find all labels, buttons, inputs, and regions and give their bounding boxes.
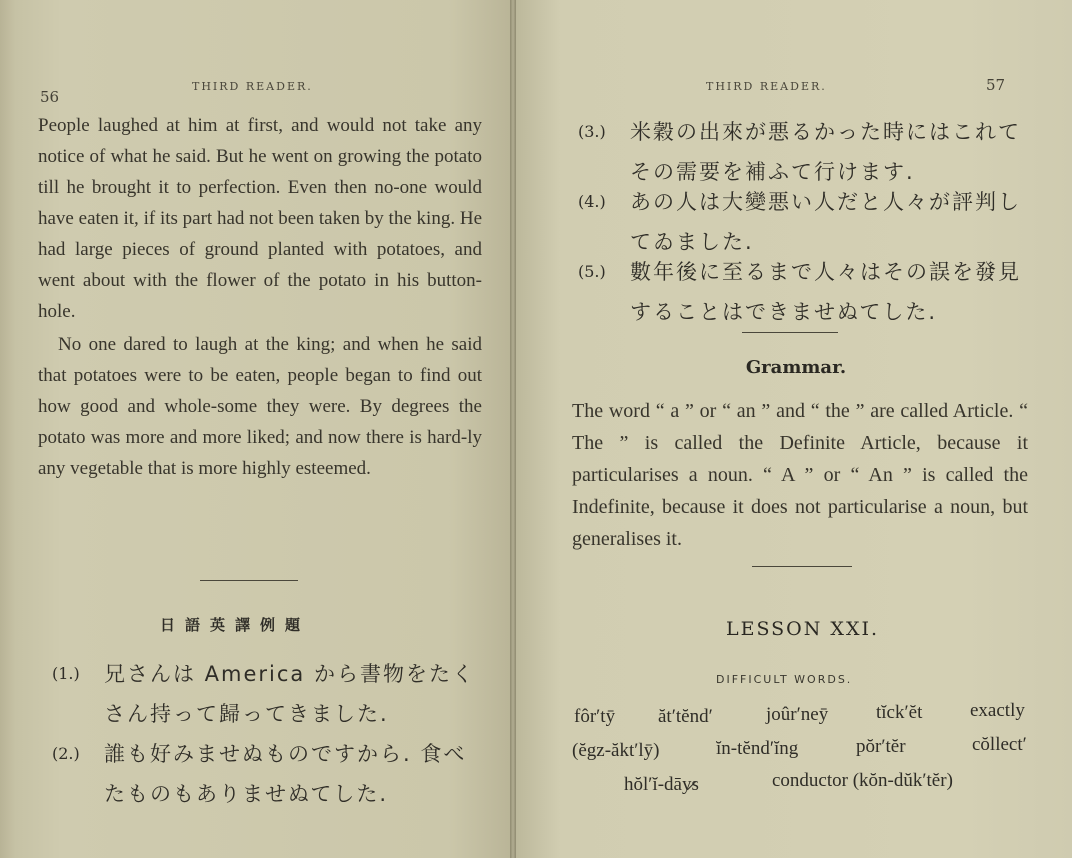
exercise-text: 米穀の出來が悪るかった時にはこれてその需要を補ふて行けます.	[630, 120, 1021, 184]
exercise-number: (2.)	[52, 744, 80, 763]
difficult-word: (ĕgz-ăkt′lȳ)	[572, 740, 660, 761]
right-page	[516, 0, 1072, 858]
difficult-word: exactly	[970, 700, 1025, 721]
grammar-title: Grammar.	[745, 357, 847, 378]
difficult-word: joûr′neȳ	[766, 704, 829, 725]
exercise-number: (4.)	[578, 192, 606, 211]
exercise-number: (5.)	[578, 262, 606, 281]
difficult-words-title: DIFFICULT WORDS.	[716, 673, 853, 686]
difficult-words-list	[516, 0, 1072, 858]
page-number-right: 57	[986, 76, 1006, 94]
exercise-number: (3.)	[578, 122, 606, 141]
section-rule-left	[200, 580, 298, 581]
difficult-word: hŏl′ĭ-dāy̷s	[624, 774, 699, 795]
exercise-text: 誰も好みませぬものですから. 食べたものもありませぬてした.	[104, 742, 467, 806]
exercise-text: 數年後に至るまで人々はその誤を發見することはできませぬてした.	[630, 260, 1021, 324]
difficult-word: ăt′tĕnd′	[658, 706, 713, 727]
exercise-item-1	[52, 654, 482, 734]
paragraph-2: No one dared to laugh at the king; and when he said that potatoes were to be eaten, people began to find out how good and whole-some they were. By degrees the potato was more and more liked; and now there is hard-ly any vegetable that is more highly esteemed.	[38, 334, 482, 479]
exercise-number: (1.)	[52, 664, 80, 683]
left-prose	[38, 110, 482, 484]
difficult-word: pŏr′tĕr	[856, 736, 906, 757]
left-page	[0, 0, 510, 858]
difficult-word: fôr′tȳ	[574, 706, 616, 727]
grammar-text: The word “ a ” or “ an ” and “ the ” are called Article. “ The ” is called the Definite Article, because it particularises a noun. “ A ” or “ An ” is called the Indefinite, because it does not particularise a noun, but generalises it.	[572, 400, 1028, 550]
paragraph-1: People laughed at him at first, and would not take any notice of what he said. But he went on growing the potato till he brought it to perfection. Even then no-one would have eaten it, if its part had not been taken by the king. He had large pieces of ground planted with potatoes, and went about with the flower of the potato in his button-hole.	[38, 115, 482, 322]
difficult-word: cŏllect′	[972, 734, 1027, 755]
exercise-item-2	[52, 734, 482, 814]
exercise-text: 兄さんは America から書物をたくさん持って歸ってきました.	[104, 662, 475, 726]
exercise-text: あの人は大變悪い人だと人々が評判してゐました.	[630, 190, 1021, 254]
running-head-right: THIRD READER.	[706, 80, 827, 93]
exercise-heading: 日語英譯例題	[160, 616, 311, 634]
running-head-left: THIRD READER.	[192, 80, 313, 93]
difficult-word: ĭn-tĕnd′ĭng	[716, 738, 799, 759]
difficult-word: conductor (kŏn-dŭk′tĕr)	[772, 770, 953, 791]
difficult-word: tĭck′ĕt	[876, 702, 923, 723]
page-number-left: 56	[40, 88, 60, 106]
lesson-title: LESSON XXI.	[726, 618, 880, 640]
